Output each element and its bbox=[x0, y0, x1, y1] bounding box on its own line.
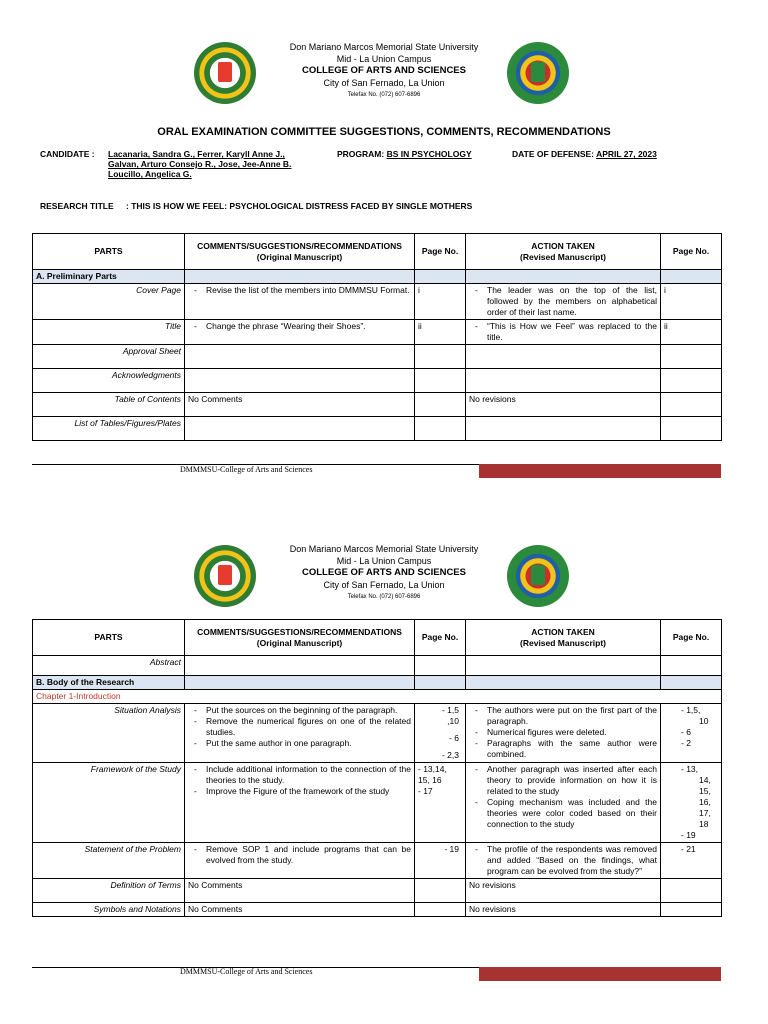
action-item: - Another paragraph was inserted after each theory to provide information on how it is related to the study bbox=[487, 764, 657, 797]
campus-name: Mid - La Union Campus bbox=[336, 556, 432, 566]
letterhead bbox=[0, 41, 768, 101]
part-name: List of Tables/Figures/Plates bbox=[33, 417, 185, 441]
comment-cell: No Comments bbox=[185, 903, 415, 917]
col-action-title: ACTION TAKEN bbox=[531, 240, 595, 251]
action-item: - Coping mechanism was included and the theories were color coded based on their connection to the study bbox=[487, 797, 657, 830]
comment-item: - Revise the list of the members into DMMMSU Format. bbox=[206, 285, 411, 296]
action-item: - The authors were put on the first part of the paragraph. bbox=[487, 705, 657, 727]
page-cell: ii bbox=[415, 320, 466, 345]
table-row bbox=[33, 903, 722, 917]
candidate-line: Loucillo, Angelica G. bbox=[108, 169, 192, 179]
page-ref: 10 bbox=[699, 716, 709, 726]
part-name: Framework of the Study bbox=[33, 763, 185, 843]
page-ref: - 13, bbox=[681, 764, 699, 774]
part-name: Abstract bbox=[33, 656, 185, 676]
page-ref: - 19 bbox=[681, 830, 696, 840]
telefax: Telefax No. (072) 607-6896 bbox=[347, 92, 421, 98]
table-row bbox=[33, 843, 722, 879]
footer-bar bbox=[479, 967, 721, 981]
comment-cell: No Comments bbox=[185, 879, 415, 903]
part-name: Definition of Terms bbox=[33, 879, 185, 903]
program-value: BS IN PSYCHOLOGY bbox=[386, 149, 472, 159]
part-name: Statement of the Problem bbox=[33, 843, 185, 879]
university-name: Don Mariano Marcos Memorial State University bbox=[289, 42, 479, 52]
action-cell bbox=[466, 320, 661, 345]
campus-name: Mid - La Union Campus bbox=[336, 54, 432, 64]
table-header-row bbox=[33, 620, 722, 656]
action-cell: No revisions bbox=[466, 903, 661, 917]
part-name: Cover Page bbox=[33, 284, 185, 320]
comment-cell bbox=[185, 320, 415, 345]
section-row bbox=[33, 270, 722, 284]
candidate-list bbox=[108, 149, 291, 179]
table-row bbox=[33, 763, 722, 843]
section-row bbox=[33, 676, 722, 690]
section-label: A. Preliminary Parts bbox=[33, 270, 185, 284]
col-comments-title: COMMENTS/SUGGESTIONS/RECOMMENDATIONS bbox=[197, 626, 402, 637]
action-item: - The leader was on the top of the list, followed by the members on alphabetical order of their last name. bbox=[487, 285, 657, 318]
document-title: ORAL EXAMINATION COMMITTEE SUGGESTIONS, COMMENTS, RECOMMENDATIONS bbox=[157, 126, 611, 138]
table-row bbox=[33, 879, 722, 903]
action-cell: No revisions bbox=[466, 393, 661, 417]
col-comments-title: COMMENTS/SUGGESTIONS/RECOMMENDATIONS bbox=[197, 240, 402, 251]
university-name: Don Mariano Marcos Memorial State University bbox=[289, 544, 479, 554]
chapter-label: Chapter 1-Introduction bbox=[33, 690, 722, 704]
col-comments-sub: (Original Manuscript) bbox=[256, 637, 343, 648]
col-page: Page No. bbox=[415, 620, 466, 656]
part-name: Symbols and Notations bbox=[33, 903, 185, 917]
section-label: B. Body of the Research bbox=[33, 676, 185, 690]
col-action-sub: (Revised Manuscript) bbox=[520, 637, 606, 648]
page-ref: - 2 bbox=[681, 738, 691, 748]
comment-item: - Improve the Figure of the framework of the study bbox=[206, 786, 411, 797]
table-row bbox=[33, 369, 722, 393]
college-name: COLLEGE OF ARTS AND SCIENCES bbox=[302, 567, 466, 578]
program-field bbox=[337, 149, 472, 159]
action-item: - “This is How we Feel” was replaced to the title. bbox=[487, 321, 657, 343]
document-page-1 bbox=[0, 0, 768, 490]
page-cell bbox=[415, 763, 466, 843]
comment-item: - Remove SOP 1 and include programs that can be evolved from the study. bbox=[206, 844, 411, 866]
comment-item: - Remove the numerical figures on one of the related studies. bbox=[206, 716, 411, 738]
action-cell: No revisions bbox=[466, 879, 661, 903]
defense-field bbox=[512, 149, 657, 159]
col-action-title: ACTION TAKEN bbox=[531, 626, 595, 637]
part-name: Table of Contents bbox=[33, 393, 185, 417]
candidate-line: Galvan, Arturo Consejo R., Jose, Jee-Anne B. bbox=[108, 159, 292, 169]
document-page-2 bbox=[0, 500, 768, 1024]
page-ref: - 13,14, bbox=[418, 764, 447, 774]
page-ref: - 1,5, bbox=[681, 705, 701, 715]
page-ref: - 1,5 bbox=[441, 705, 459, 715]
col-page2: Page No. bbox=[661, 234, 722, 270]
action-item: - The profile of the respondents was removed and added “Based on the findings, what program can be evolved from the study?” bbox=[487, 844, 657, 877]
part-name: Approval Sheet bbox=[33, 345, 185, 369]
page2-cell: ii bbox=[661, 320, 722, 345]
page-ref: 15, bbox=[699, 786, 711, 796]
page2-cell: - 21 bbox=[661, 843, 722, 879]
col-parts: PARTS bbox=[33, 620, 185, 656]
page-ref: - 6 bbox=[449, 733, 459, 743]
comment-cell bbox=[185, 704, 415, 763]
table-header-row bbox=[33, 234, 722, 270]
college-name: COLLEGE OF ARTS AND SCIENCES bbox=[302, 65, 466, 76]
table-row bbox=[33, 417, 722, 441]
col-comments bbox=[185, 620, 415, 656]
comment-cell bbox=[185, 843, 415, 879]
col-action-sub: (Revised Manuscript) bbox=[520, 251, 606, 262]
footer-text: DMMMSU-College of Arts and Sciences bbox=[180, 967, 313, 976]
part-name: Title bbox=[33, 320, 185, 345]
comment-item: - Put the same author in one paragraph. bbox=[206, 738, 411, 749]
page-ref: 18 bbox=[699, 819, 709, 829]
table-row bbox=[33, 393, 722, 417]
page-ref: ,10 bbox=[447, 716, 459, 726]
table-row bbox=[33, 345, 722, 369]
comment-cell bbox=[185, 763, 415, 843]
committee-table-2 bbox=[32, 619, 722, 917]
city-name: City of San Fernado, La Union bbox=[323, 78, 445, 88]
chapter-row bbox=[33, 690, 722, 704]
action-item: - Paragraphs with the same author were combined. bbox=[487, 738, 657, 760]
page2-cell bbox=[661, 704, 722, 763]
action-cell bbox=[466, 704, 661, 763]
part-name: Acknowledgments bbox=[33, 369, 185, 393]
page-ref: - 2,3 bbox=[441, 750, 459, 760]
candidate-line: Lacanaria, Sandra G., Ferrer, Karyll Anne J., bbox=[108, 149, 285, 159]
page-ref: - 6 bbox=[681, 727, 691, 737]
city-name: City of San Fernado, La Union bbox=[323, 580, 445, 590]
table-row bbox=[33, 320, 722, 345]
page-ref: - 17 bbox=[418, 786, 433, 796]
page-ref: 14, bbox=[699, 775, 711, 785]
page2-cell: i bbox=[661, 284, 722, 320]
comment-cell bbox=[185, 284, 415, 320]
comment-item: - Include additional information to the connection of the theories to the study. bbox=[206, 764, 411, 786]
action-cell bbox=[466, 843, 661, 879]
col-parts: PARTS bbox=[33, 234, 185, 270]
table-row bbox=[33, 704, 722, 763]
action-cell bbox=[466, 284, 661, 320]
footer-bar bbox=[479, 464, 721, 478]
page-ref: 16, bbox=[699, 797, 711, 807]
col-page2: Page No. bbox=[661, 620, 722, 656]
defense-date: APRIL 27, 2023 bbox=[596, 149, 657, 159]
page-cell: - 19 bbox=[415, 843, 466, 879]
candidate-label: CANDIDATE : bbox=[40, 149, 95, 159]
col-page: Page No. bbox=[415, 234, 466, 270]
action-item: - Numerical figures were deleted. bbox=[487, 727, 657, 738]
comment-item: - Change the phrase “Wearing their Shoes”. bbox=[206, 321, 411, 332]
page-cell bbox=[415, 704, 466, 763]
committee-table-1 bbox=[32, 233, 722, 441]
col-action bbox=[466, 234, 661, 270]
program-label: PROGRAM: bbox=[337, 149, 385, 159]
comment-cell: No Comments bbox=[185, 393, 415, 417]
research-title-label: RESEARCH TITLE bbox=[40, 201, 114, 211]
page2-cell bbox=[661, 763, 722, 843]
col-action bbox=[466, 620, 661, 656]
footer-text: DMMMSU-College of Arts and Sciences bbox=[180, 465, 313, 474]
action-cell bbox=[466, 763, 661, 843]
part-name: Situation Analysis bbox=[33, 704, 185, 763]
page-cell: i bbox=[415, 284, 466, 320]
page-ref: 17, bbox=[699, 808, 711, 818]
comment-item: - Put the sources on the beginning of the paragraph. bbox=[206, 705, 411, 716]
letterhead bbox=[0, 543, 768, 603]
col-comments-sub: (Original Manuscript) bbox=[256, 251, 343, 262]
defense-label: DATE OF DEFENSE: bbox=[512, 149, 595, 159]
telefax: Telefax No. (072) 607-6896 bbox=[347, 594, 421, 600]
table-row bbox=[33, 656, 722, 676]
page-ref: 15, 16 bbox=[418, 775, 442, 785]
table-row bbox=[33, 284, 722, 320]
col-comments bbox=[185, 234, 415, 270]
research-title: : THIS IS HOW WE FEEL: PSYCHOLOGICAL DISTRESS FACED BY SINGLE MOTHERS bbox=[126, 201, 473, 211]
